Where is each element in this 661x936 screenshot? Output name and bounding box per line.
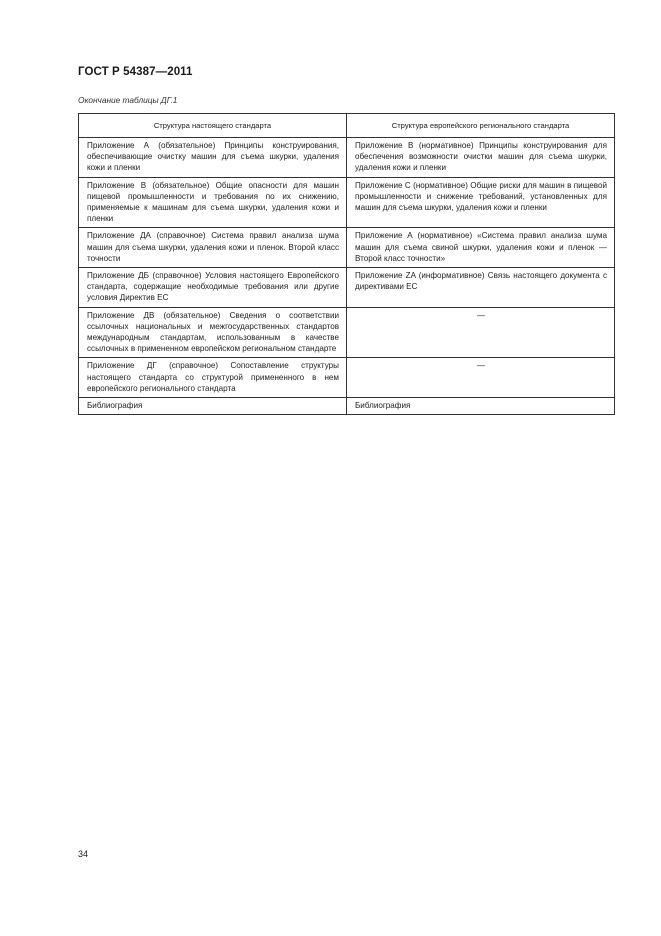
table-row xyxy=(79,358,615,398)
table-row xyxy=(79,398,615,415)
structure-comparison-table xyxy=(78,113,615,415)
table-row xyxy=(79,268,615,308)
cell-national: Библиография xyxy=(79,398,347,415)
cell-national: Приложение А (обязательное) Принципы конструирования, обеспечивающие очистку машин для съема шкурки, удаления кожи и пленки xyxy=(79,138,347,178)
cell-national: Приложение ДБ (справочное) Условия настоящего Европейского стандарта, содержащие необходимые требования или другие условия Директив ЕС xyxy=(79,268,347,308)
cell-european: Приложение С (нормативное) Общие риски для машин в пищевой промышленности и снижение требований, установленных для машин для съема шкурки, удаления кожи и пленки xyxy=(347,177,615,228)
cell-national: Приложение ДА (справочное) Система правил анализа шума машин для съема шкурки, удаления кожи и пленок. Второй класс точности xyxy=(79,228,347,268)
column-header-national: Структура настоящего стандарта xyxy=(79,114,347,138)
table-row xyxy=(79,138,615,178)
table-caption: Окончание таблицы ДГ.1 xyxy=(78,95,178,105)
cell-european: Приложение А (нормативное) «Система правил анализа шума машин для съема свиной шкурки, удаления кожи и пленок — Второй класс точности» xyxy=(347,228,615,268)
cell-national: Приложение ДГ (справочное) Сопоставление структуры настоящего стандарта со структурой примененного в нем европейского регионального стандарта xyxy=(79,358,347,398)
table-header-row xyxy=(79,114,615,138)
table-row xyxy=(79,228,615,268)
cell-european: — xyxy=(347,307,615,358)
cell-national: Приложение В (обязательное) Общие опасности для машин пищевой промышленности и требования по их снижению, применяемые к машинам для съема шкурки, удаления кожи и пленки xyxy=(79,177,347,228)
cell-european: Библиография xyxy=(347,398,615,415)
cell-european: Приложение В (нормативное) Принципы конструирования для обеспечения возможности очистки машин для съема шкурки, удаления кожи и пленки xyxy=(347,138,615,178)
cell-european: — xyxy=(347,358,615,398)
cell-european: Приложение ZA (информативное) Связь настоящего документа с директивами ЕС xyxy=(347,268,615,308)
page-number: 34 xyxy=(78,849,89,859)
table-row xyxy=(79,177,615,228)
document-code-header: ГОСТ Р 54387—2011 xyxy=(78,66,193,78)
cell-national: Приложение ДВ (обязательное) Сведения о соответствии ссылочных национальных и межгосударственных стандартов международным стандартам, использованным в качестве ссылочных в примененном европейском региональном стандарте xyxy=(79,307,347,358)
table-row xyxy=(79,307,615,358)
column-header-european: Структура европейского регионального стандарта xyxy=(347,114,615,138)
